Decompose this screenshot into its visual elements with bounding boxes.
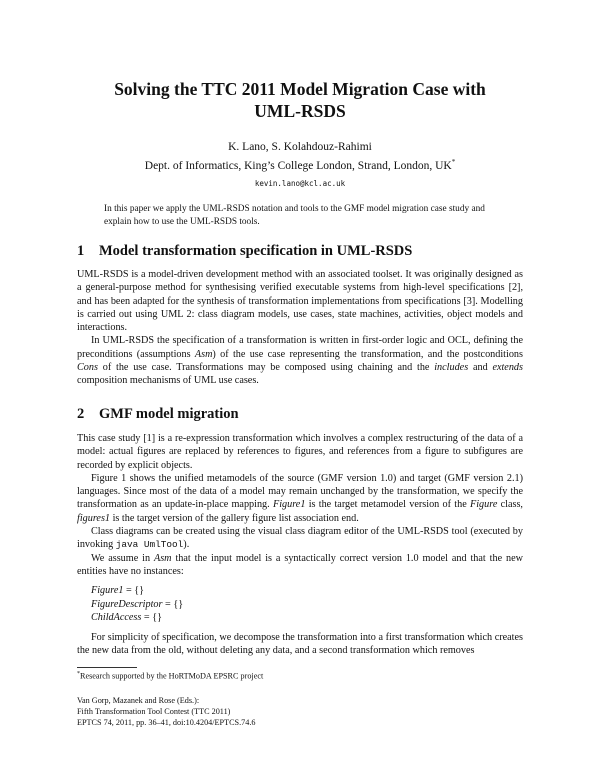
affiliation-footnote-mark: *: [451, 158, 456, 166]
math-cons: Cons: [77, 362, 98, 374]
math-figure: Figure: [470, 499, 498, 511]
equation-rhs: = {}: [162, 598, 184, 610]
section-2-paragraph-3: [77, 525, 523, 552]
affiliation: [60, 155, 540, 174]
author-block: [60, 140, 540, 191]
text-run: ).: [183, 539, 190, 551]
section-1-paragraph-2: [77, 334, 523, 387]
text-run: is the target metamodel version of the: [305, 499, 470, 511]
equation-rhs: = {}: [123, 585, 145, 597]
section-1-title: Model transformation specification in UML-RSDS: [99, 243, 413, 259]
abstract-text: In this paper we apply the UML-RSDS notation and tools to the GMF model migration case study and explain how to use the UML-RSDS tools.: [104, 204, 485, 227]
emph-extends: extends: [492, 362, 523, 374]
publication-info: [77, 695, 377, 728]
section-2-title: GMF model migration: [99, 406, 239, 422]
section-2-number: 2: [77, 406, 85, 422]
math-asm: Asm: [194, 348, 213, 360]
section-1-body: [77, 268, 523, 388]
text-run: is the target version of the gallery figure list association end.: [110, 512, 359, 524]
math-figures1: figures1: [77, 512, 111, 524]
pubinfo-editors: Van Gorp, Mazanek and Rose (Eds.):: [77, 696, 200, 705]
section-2-heading: [77, 405, 239, 423]
pubinfo-eptcs: EPTCS 74, 2011, pp. 36–41, doi:10.4204/EPTCS.74.6: [77, 718, 256, 727]
equation-lhs: FigureDescriptor: [91, 598, 163, 610]
footnote-rule: [77, 667, 137, 668]
emph-includes: includes: [434, 362, 469, 374]
section-1-number: 1: [77, 243, 85, 259]
equation-lhs: ChildAccess: [91, 612, 142, 624]
math-figure1: Figure1: [272, 499, 306, 511]
pubinfo-proceedings: Fifth Transformation Tool Contest (TTC 2011): [77, 707, 231, 716]
equation-block: [91, 584, 523, 625]
text-run: class,: [497, 499, 523, 511]
text-run: composition mechanisms of UML use cases.: [77, 375, 259, 387]
section-2-paragraph-2: [77, 472, 523, 525]
section-1-paragraph-1: UML-RSDS is a model-driven development method with an associated toolset. It was originally designed as a general-purpose method for synthesising verified executable systems from high-level specifications [2], and has been adapted for the synthesis of transformation implementations from specifications [3]. Modelling is carried out using UML 2: class diagram models, use cases, state machines, activities, object models and interactions.: [77, 269, 523, 334]
equation-rhs: = {}: [141, 612, 162, 624]
text-run: Figure 1 shows the unified metamodels of the source (GMF version 1.0) and target (GMF version 2.1) languages. Since most of the data of a model may remain unchanged by the transformation, we specify the transformation as an update-in-place mapping.: [77, 472, 523, 511]
title-line-2: UML-RSDS: [254, 101, 346, 121]
text-run: and: [468, 362, 493, 374]
affiliation-text: Dept. of Informatics, King’s College London, Strand, London, UK: [144, 159, 452, 172]
math-asm: Asm: [153, 552, 172, 564]
equation-line: [91, 598, 523, 612]
footnote: [77, 669, 523, 682]
title-line-1: Solving the TTC 2011 Model Migration Case with: [114, 79, 486, 99]
section-2-paragraph-4: [77, 552, 523, 579]
section-2-body: [77, 432, 523, 657]
text-run: that the input model is a syntactically correct version 1.0 model and that the new entities have no instances:: [77, 552, 523, 577]
text-run: ) of the use case representing the transformation, and the postconditions: [212, 348, 523, 360]
footnote-text: Research supported by the HoRTMoDA EPSRC project: [80, 671, 264, 681]
code-command: java UmlTool: [115, 539, 184, 551]
section-2-paragraph-1: This case study [1] is a re-expression transformation which involves a complex restructuring of the data of a model: actual figures are replaced by references to figures, and references from a figure to subfigures are recorded by explicit objects.: [77, 433, 523, 471]
author-names: K. Lano, S. Kolahdouz-Rahimi: [228, 141, 372, 153]
text-run: In UML-RSDS the specification of a transformation is written in first-order logic and OCL, defining the preconditions (assumptions: [77, 335, 523, 360]
equation-line: [91, 611, 523, 625]
text-run: of the use case. Transformations may be composed using chaining and the: [97, 362, 435, 374]
abstract: [104, 203, 496, 229]
section-2-paragraph-5: For simplicity of specification, we decompose the transformation into a first transformation which creates the new data from the old, without deleting any data, and a second transformation which removes: [77, 631, 523, 657]
author-email: kevin.lano@kcl.ac.uk: [254, 178, 346, 188]
footnote-mark: *: [77, 671, 80, 677]
text-run: Class diagrams can be created using the visual class diagram editor of the UML-RSDS tool (executed by invoking: [77, 526, 523, 551]
equation-line: [91, 584, 523, 598]
paper-title: [60, 78, 540, 122]
section-1-heading: [77, 242, 412, 260]
equation-lhs: Figure1: [91, 585, 124, 597]
text-run: We assume in: [91, 552, 154, 564]
